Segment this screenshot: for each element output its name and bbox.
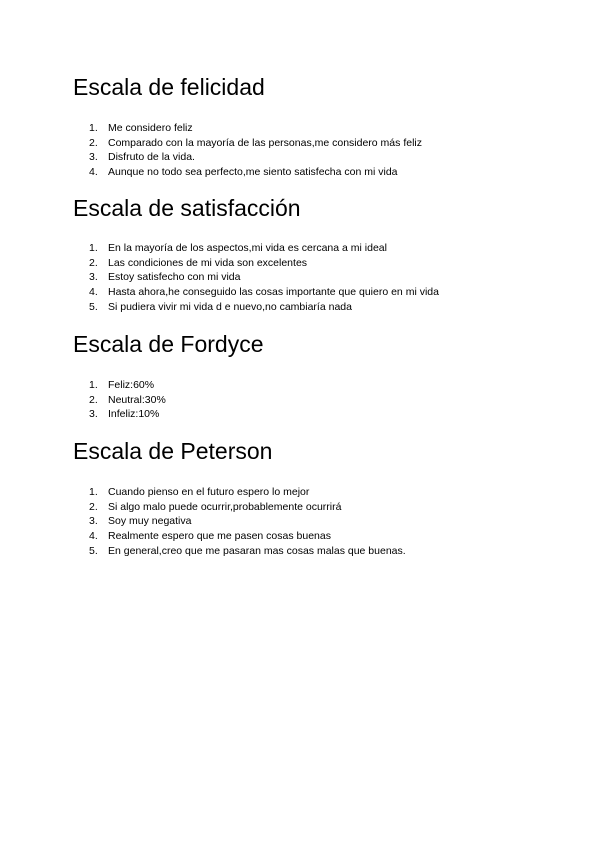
list-item-text: Disfruto de la vida.: [108, 151, 195, 164]
section-escala-fordyce: [73, 330, 553, 422]
list-number: 2.: [89, 500, 98, 513]
list-item-text: Me considero feliz: [108, 122, 193, 134]
list-number: 1.: [89, 379, 98, 391]
list-number: 1.: [89, 122, 98, 134]
list-number: 4.: [89, 286, 98, 299]
section-escala-satisfaccion: [73, 194, 553, 314]
list-number: 2.: [89, 256, 98, 269]
section-escala-peterson: [73, 437, 553, 558]
list-item: [73, 529, 553, 544]
list-item: [73, 544, 553, 559]
list-item-text: Estoy satisfecho con mi vida: [108, 271, 241, 284]
list-item: [73, 500, 553, 515]
list-item-text: Cuando pienso en el futuro espero lo mejor: [108, 486, 310, 498]
list-item: [73, 241, 553, 256]
list-item: [73, 407, 553, 422]
list-number: 1.: [89, 486, 98, 498]
list-item-text: Si algo malo puede ocurrir,probablemente ocurrirá: [108, 500, 342, 513]
section-heading: Escala de Peterson: [73, 438, 273, 464]
list-number: 5.: [89, 544, 98, 557]
list-number: 2.: [89, 393, 98, 406]
list-item-text: Feliz:60%: [108, 379, 155, 391]
list-number: 5.: [89, 300, 98, 313]
list-item: [73, 270, 553, 285]
list-number: 4.: [89, 530, 98, 543]
list-item-text: Infeliz:10%: [108, 408, 160, 421]
list-item-text: Comparado con la mayoría de las personas,me considero más feliz: [108, 136, 422, 149]
list-item: [73, 165, 553, 180]
numbered-list: [73, 485, 553, 558]
section-heading: Escala de Fordyce: [73, 331, 264, 357]
numbered-list: [73, 121, 553, 180]
list-item: [73, 485, 553, 500]
list-item-text: Hasta ahora,he conseguido las cosas importante que quiero en mi vida: [108, 286, 439, 299]
section-heading: Escala de satisfacción: [73, 195, 301, 221]
list-item: [73, 150, 553, 165]
list-item: [73, 121, 553, 136]
list-item: [73, 256, 553, 271]
list-item: [73, 514, 553, 529]
numbered-list: [73, 378, 553, 422]
list-item-text: Soy muy negativa: [108, 515, 192, 528]
list-number: 3.: [89, 515, 98, 528]
section-heading: Escala de felicidad: [73, 74, 265, 100]
list-item: [73, 300, 553, 315]
list-item: [73, 378, 553, 393]
list-number: 3.: [89, 408, 98, 421]
numbered-list: [73, 241, 553, 314]
list-item-text: Neutral:30%: [108, 393, 166, 406]
list-number: 1.: [89, 242, 98, 254]
list-item-text: Aunque no todo sea perfecto,me siento satisfecha con mi vida: [108, 166, 398, 179]
list-number: 3.: [89, 271, 98, 284]
list-item-text: Realmente espero que me pasen cosas buenas: [108, 530, 331, 543]
list-number: 4.: [89, 166, 98, 179]
list-number: 3.: [89, 151, 98, 164]
list-item-text: Las condiciones de mi vida son excelentes: [108, 256, 308, 269]
list-number: 2.: [89, 136, 98, 149]
list-item: [73, 393, 553, 408]
section-escala-felicidad: [73, 73, 553, 180]
list-item-text: En general,creo que me pasaran mas cosas malas que buenas.: [108, 544, 406, 557]
list-item-text: En la mayoría de los aspectos,mi vida es cercana a mi ideal: [108, 242, 387, 254]
list-item-text: Si pudiera vivir mi vida d e nuevo,no cambiaría nada: [108, 300, 352, 313]
list-item: [73, 285, 553, 300]
list-item: [73, 136, 553, 151]
